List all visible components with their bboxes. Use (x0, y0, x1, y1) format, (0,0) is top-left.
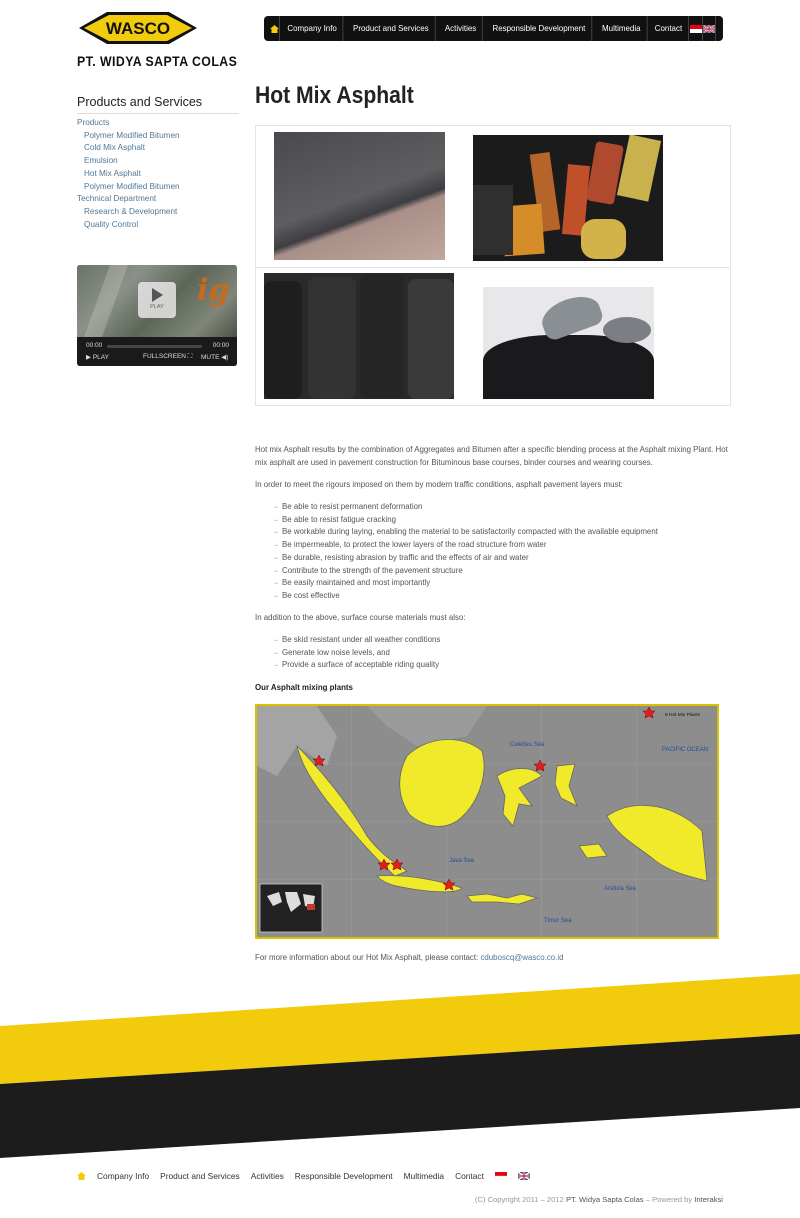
sidebar-title: Products and Services (77, 95, 239, 114)
video-current-time: 00:00 (86, 342, 103, 349)
footer-nav-responsible-development[interactable]: Responsible Development (294, 1171, 393, 1181)
list-item: → Contribute to the strength of the pavement structure (273, 565, 658, 578)
footer-navigation (77, 1171, 530, 1181)
play-icon (152, 288, 163, 302)
list-item: → Generate low noise levels, and (273, 647, 440, 660)
nav-company-info[interactable]: Company Info (282, 16, 344, 41)
copyright (475, 1195, 723, 1204)
plants-heading: Our Asphalt mixing plants (255, 683, 353, 692)
video-fullscreen-label: FULLSCREEN (143, 353, 186, 360)
play-overlay-label: PLAY (150, 304, 164, 310)
video-play-overlay-button[interactable] (138, 282, 176, 318)
intro-paragraph: Hot mix Asphalt results by the combination of Aggregates and Bitumen after a specific blending process at the Asphalt mixing Plant. Hot mix asphalt are used in pavement construction for Bituminous base courses, binder courses and wearing courses. (255, 445, 728, 467)
footer-uk-flag-icon[interactable] (518, 1172, 530, 1180)
video-player[interactable] (77, 265, 237, 366)
asphalt-plants-map[interactable] (255, 704, 719, 939)
footer-nav-contact[interactable]: Contact (455, 1171, 484, 1181)
video-fullscreen-button[interactable]: FULLSCREEN ⛶ (143, 353, 193, 360)
home-icon (270, 25, 279, 33)
powered-by-prefix: – Powered by (645, 1195, 693, 1204)
sidebar-item-emulsion[interactable]: Emulsion (84, 156, 118, 166)
sidebar-item-polymer-modified-bitumen-2[interactable]: Polymer Modified Bitumen (84, 181, 180, 191)
language-english[interactable] (703, 16, 716, 41)
footer-nav-company-info[interactable]: Company Info (97, 1171, 150, 1181)
sidebar-item-polymer-modified-bitumen[interactable]: Polymer Modified Bitumen (84, 130, 180, 140)
list-item: → Be impermeable, to protect the lower layers of the road structure from water (273, 539, 658, 552)
surface-intro: In addition to the above, surface course materials must also: (255, 613, 466, 622)
video-progress-track[interactable] (107, 345, 202, 348)
surface-list (273, 634, 440, 672)
list-item: → Be cost effective (273, 590, 658, 603)
company-name: PT. WIDYA SAPTA COLAS (77, 53, 238, 69)
wasco-logo[interactable] (77, 10, 199, 46)
video-mute-button[interactable]: MUTE ◀) (201, 354, 229, 361)
nav-responsible-development[interactable]: Responsible Development (487, 16, 592, 41)
list-item: → Be able to resist permanent deformation (273, 501, 658, 514)
map-label-pacific: PACIFIC OCEAN (662, 747, 709, 753)
video-play-label: PLAY (92, 354, 109, 361)
page-title: Hot Mix Asphalt (255, 82, 414, 109)
nav-activities[interactable]: Activities (439, 16, 483, 41)
copyright-prefix: (C) Copyright 2011 – 2012 (474, 1195, 564, 1204)
list-item: → Be durable, resisting abrasion by traffic and the effects of air and water (273, 552, 658, 565)
sidebar-item-research-development[interactable]: Research & Development (84, 206, 178, 216)
footer-home-icon[interactable] (77, 1172, 86, 1180)
contact-email-link[interactable]: cduboscq@wasco.co.id (480, 953, 564, 962)
gallery-divider (256, 267, 730, 268)
nav-multimedia[interactable]: Multimedia (596, 16, 647, 41)
list-item: → Be easily maintained and most importantly (273, 577, 658, 590)
copyright-company-link[interactable]: PT. Widya Sapta Colas (565, 1195, 644, 1204)
photo-asphalt-cylinders[interactable] (264, 273, 454, 399)
map-label-timur: Timur Sea (544, 918, 572, 924)
video-total-time: 00:00 (212, 342, 229, 349)
sidebar-item-cold-mix-asphalt[interactable]: Cold Mix Asphalt (84, 143, 145, 153)
video-play-button[interactable]: ▶ PLAY (86, 354, 109, 361)
nav-product-services[interactable]: Product and Services (347, 16, 435, 41)
requirements-intro: In order to meet the rigours imposed on them by modern traffic conditions, asphalt pavement layers must: (255, 480, 623, 489)
list-item: → Provide a surface of acceptable riding quality (273, 659, 440, 672)
sidebar-item-products[interactable]: Products (77, 118, 110, 127)
map-label-java: Java Sea (449, 858, 475, 864)
photo-gallery (255, 125, 731, 406)
footer-indonesia-flag-icon[interactable] (495, 1172, 507, 1180)
footer-nav-activities[interactable]: Activities (250, 1171, 284, 1181)
list-item: → Be skid resistant under all weather conditions (273, 634, 440, 647)
map-legend: 6 Hot Mix Plants (665, 713, 700, 718)
footer-nav-product-services[interactable]: Product and Services (160, 1171, 240, 1181)
footer-nav-multimedia[interactable]: Multimedia (403, 1171, 445, 1181)
sidebar-item-technical-department[interactable]: Technical Department (77, 194, 157, 204)
uk-flag-icon (703, 25, 715, 33)
photo-asphalt-core-samples[interactable] (473, 135, 663, 261)
sidebar-menu (77, 117, 180, 231)
logo-text: WASCO (105, 19, 171, 38)
sidebar-item-quality-control[interactable]: Quality Control (84, 219, 139, 229)
home-button[interactable] (270, 16, 280, 41)
indonesia-flag-icon (690, 25, 702, 33)
photo-asphalt-aggregate-scoop[interactable] (483, 287, 654, 399)
top-navigation (264, 16, 723, 41)
contact-text: For more information about our Hot Mix Asphalt, please contact: (255, 953, 479, 962)
contact-line (255, 952, 730, 965)
list-item: → Be workable during laying, enabling the material to be satisfactorily compacted with the available equipment (273, 526, 658, 539)
map-label-arafura: Arafura Sea (604, 886, 637, 892)
photo-asphalt-surface[interactable] (274, 132, 445, 260)
nav-contact[interactable]: Contact (649, 16, 689, 41)
video-mute-label: MUTE (201, 354, 220, 361)
requirements-list (273, 501, 658, 603)
video-controls (77, 337, 237, 366)
sidebar-item-hot-mix-asphalt[interactable]: Hot Mix Asphalt (84, 168, 141, 178)
map-label-celebes: Celebes Sea (510, 742, 545, 748)
language-indonesian[interactable] (690, 16, 703, 41)
video-watermark-logo: ig (197, 273, 230, 308)
footer-stripes (0, 970, 800, 1160)
powered-by-link[interactable]: Interaksi (694, 1195, 723, 1204)
list-item: → Be able to resist fatigue cracking (273, 514, 658, 527)
